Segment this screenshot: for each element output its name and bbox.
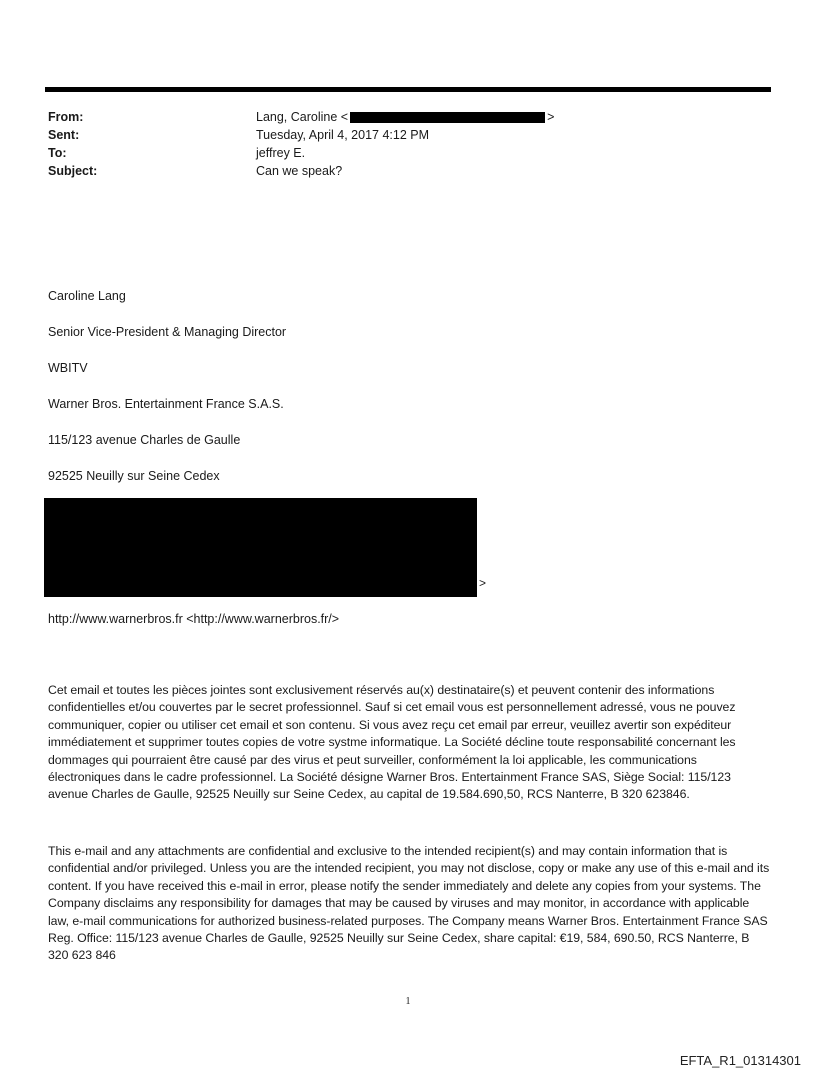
from-close: >: [547, 110, 555, 124]
document-id: EFTA_R1_01314301: [679, 1053, 801, 1068]
signature-division: WBITV: [48, 361, 88, 375]
redaction-block: [44, 498, 477, 597]
signature-name: Caroline Lang: [48, 289, 126, 303]
from-label: From:: [48, 110, 84, 124]
subject-value: Can we speak?: [256, 164, 343, 178]
header-divider: [45, 87, 771, 92]
to-label: To:: [48, 146, 67, 160]
signature-title: Senior Vice-President & Managing Director: [48, 325, 287, 339]
signature-street: 115/123 avenue Charles de Gaulle: [48, 433, 241, 447]
signature-company: Warner Bros. Entertainment France S.A.S.: [48, 397, 284, 411]
sent-value: Tuesday, April 4, 2017 4:12 PM: [256, 128, 430, 142]
disclaimer-french: Cet email et toutes les pièces jointes sont exclusivement réservés au(x) destinataire(s) et peuvent contenir des informations confidentielles et/ou couvertes par le secret professionnel. Sauf si cet email vous est personnellement adressé, vous ne pouvez communiquer, copier ou utiliser cet email et son contenu. Si vous avez reçu cet email par erreur, veuillez avertir son expéditeur immédiatement et supprimer toutes copies de votre systme informatique. La Société décline toute responsabilité concernant les dommages qui pourraient être causé par des virus et peut surveiller, conformément la loi applicable, les communications électroniques dans le cadre professionnel. La Société désigne Warner Bros. Entertainment France SAS, Siège Social: 115/123 avenue Charles de Gaulle, 92525 Neuilly sur Seine Cedex, au capital de 19.584.690,50, RCS Nanterre, B 320 623846.: [48, 683, 736, 802]
disclaimer-english: This e-mail and any attachments are confidential and exclusive to the intended recipient(s) and may contain information that is confidential and/or privileged. Unless you are the intended recipient, you may not disclose, copy or make any use of this e-mail and its content. If you have received this e-mail in error, please notify the sender immediately and delete any copies from your systems. The Company disclaims any responsibility for damages that may be caused by viruses and may monitor, in accordance with applicable law, e-mail communications for authorized business-related purposes. The Company means Warner Bros. Entertainment France SAS Reg. Office: 115/123 avenue Charles de Gaulle, 92525 Neuilly sur Seine Cedex, share capital: €19, 584, 690.50, RCS Nanterre, B 320 623 846: [48, 844, 770, 963]
to-value: jeffrey E.: [256, 146, 306, 160]
redaction-box: [350, 112, 545, 123]
subject-label: Subject:: [48, 164, 98, 178]
from-value: [256, 108, 554, 126]
website-link[interactable]: http://www.warnerbros.fr <http://www.warnerbros.fr/>: [48, 612, 340, 626]
redaction-close: >: [479, 576, 487, 590]
from-name: Lang, Caroline <: [256, 110, 349, 124]
sent-label: Sent:: [48, 128, 80, 142]
signature-city: 92525 Neuilly sur Seine Cedex: [48, 469, 220, 483]
page-number: 1: [405, 996, 411, 1007]
